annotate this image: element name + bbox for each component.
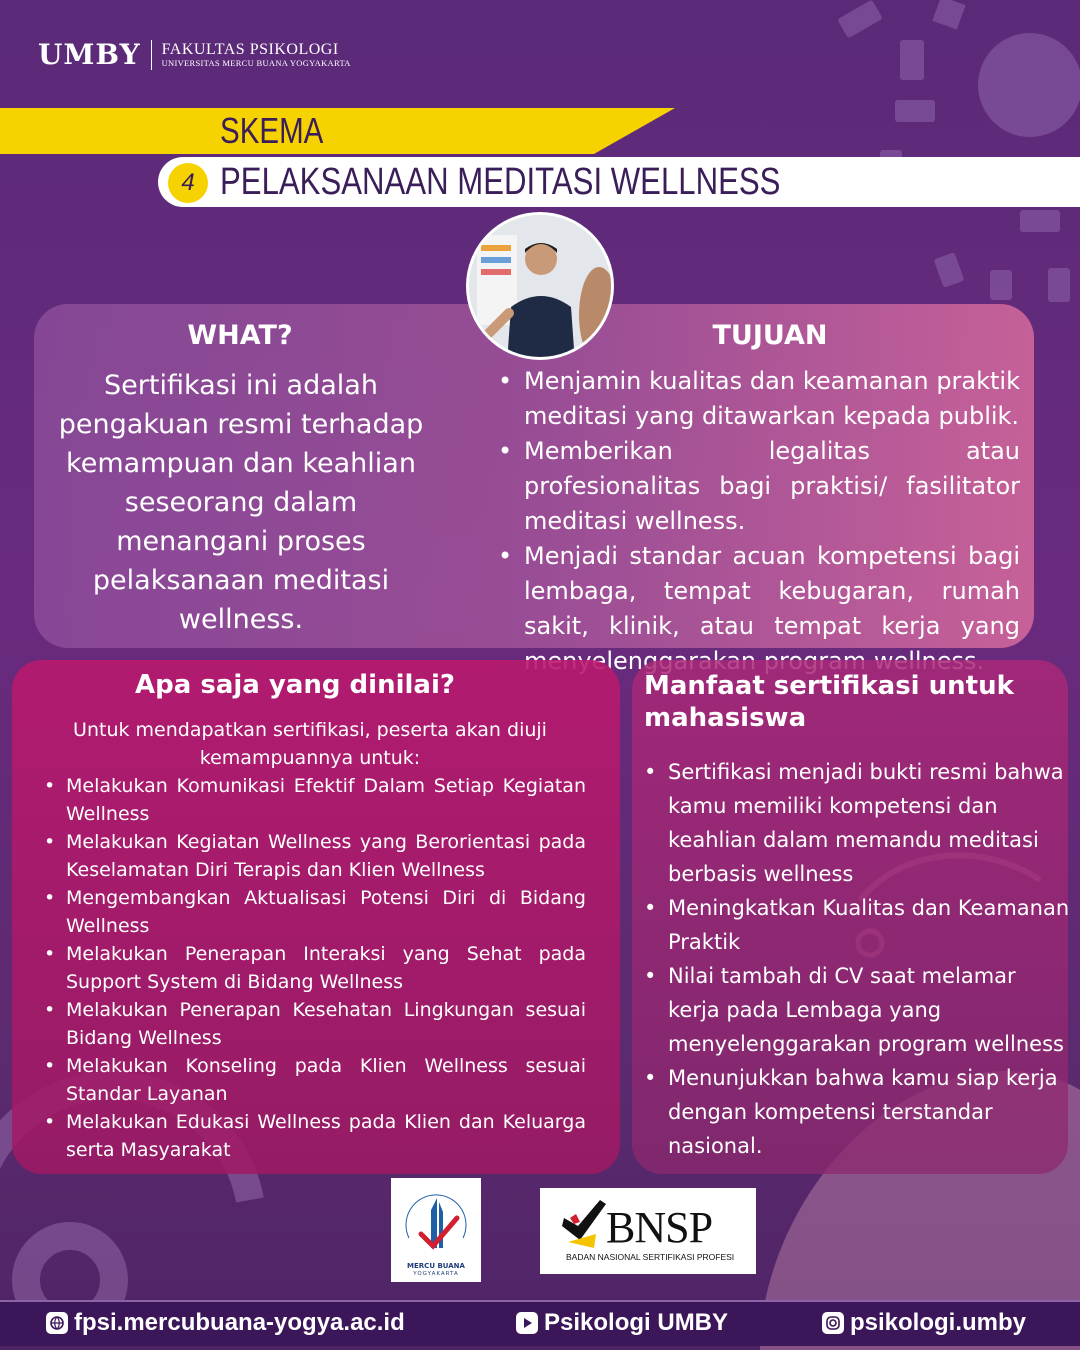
assessment-list bbox=[40, 772, 586, 1164]
bnsp-full-name: BADAN NASIONAL SERTIFIKASI PROFESI bbox=[566, 1252, 735, 1262]
list-item: • Melakukan Komunikasi Efektif Dalam Setiap Kegiatan Wellness bbox=[40, 772, 586, 828]
page-title: PELAKSANAAN MEDITASI WELLNESS bbox=[220, 161, 781, 203]
brand-logo-text: UMBY bbox=[38, 38, 141, 71]
globe-icon bbox=[46, 1312, 68, 1334]
list-item: • Menjadi standar acuan kompetensi bagi lembaga, tempat kebugaran, rumah sakit, klinik, atau tempat kerja yang menyelenggarakan bbox=[496, 539, 1020, 679]
list-item: • Melakukan Konseling pada Klien Wellness sesuai Standar Layanan bbox=[40, 1052, 586, 1108]
list-item: • Sertifikasi menjadi bukti resmi bahwa kamu memiliki kompetensi dan keahlian dalam memandu meditasi berbasis wellness bbox=[642, 755, 1072, 891]
brand-separator bbox=[151, 40, 152, 70]
what-heading: WHAT? bbox=[187, 320, 293, 351]
list-item: • Menunjukkan bahwa kamu siap kerja dengan kompetensi terstandar nasional. bbox=[642, 1061, 1072, 1163]
list-item: • Melakukan Penerapan Interaksi yang Sehat pada Support System di Bidang Wellness bbox=[40, 940, 586, 996]
footer-instagram[interactable] bbox=[822, 1306, 1026, 1340]
footer-youtube[interactable] bbox=[516, 1306, 728, 1340]
skema-banner bbox=[0, 108, 675, 154]
bnsp-logo bbox=[540, 1188, 756, 1274]
lsp-university-text: MERCU BUANA bbox=[407, 1262, 465, 1270]
skema-label: SKEMA bbox=[220, 110, 324, 151]
tujuan-heading: TUJUAN bbox=[712, 320, 828, 351]
list-item: • Melakukan Edukasi Wellness pada Klien dan Keluarga serta Masyarakat bbox=[40, 1108, 586, 1164]
instagram-icon bbox=[822, 1312, 844, 1334]
lsp-city-text: YOGYAKARTA bbox=[413, 1271, 459, 1277]
faculty-name: FAKULTAS PSIKOLOGI bbox=[161, 40, 339, 58]
tujuan-list bbox=[496, 364, 1020, 679]
brand-faculty-block bbox=[162, 42, 351, 68]
assessment-intro: Untuk mendapatkan sertifikasi, peserta akan diuji kemampuannya untuk: bbox=[73, 719, 547, 769]
list-item: • Melakukan Penerapan Kesehatan Lingkungan sesuai Bidang Wellness bbox=[40, 996, 586, 1052]
university-name: UNIVERSITAS MERCU BUANA YOGYAKARTA bbox=[161, 57, 351, 68]
youtube-link[interactable]: Psikologi UMBY bbox=[544, 1309, 729, 1336]
website-link[interactable]: fpsi.mercubuana-yogya.ac.id bbox=[74, 1309, 405, 1336]
brand-header bbox=[38, 38, 351, 71]
bnsp-name: BNSP bbox=[606, 1203, 713, 1252]
assessment-heading: Apa saja yang dinilai? bbox=[135, 670, 455, 700]
list-item: • Memberikan legalitas atau profesionalitas bagi praktisi/ fasilitator meditasi wellness. bbox=[496, 434, 1020, 539]
benefits-list bbox=[642, 755, 1072, 1163]
scheme-number-badge: 4 bbox=[168, 163, 208, 203]
list-item: • Melakukan Kegiatan Wellness yang Berorientasi pada Keselamatan Diri Terapis dan Klien Wellness bbox=[40, 828, 586, 884]
what-description: Sertifikasi ini adalah pengakuan resmi terhadap kemampuan dan keahlian seseorang dalam menangani proses pelaksanaan meditasi wellness. bbox=[58, 370, 424, 635]
list-item: • Meningkatkan Kualitas dan Keamanan Praktik bbox=[642, 891, 1072, 959]
list-item: • Menjamin kualitas dan keamanan praktik meditasi yang ditawarkan kepada publik. bbox=[496, 364, 1020, 434]
list-item: • Nilai tambah di CV saat melamar kerja pada Lembaga yang menyelenggarakan program wellness bbox=[642, 959, 1072, 1061]
footer-website[interactable] bbox=[46, 1306, 405, 1340]
benefits-heading: Manfaat sertifikasi untuk mahasiswa bbox=[644, 671, 1014, 733]
youtube-icon bbox=[516, 1312, 538, 1334]
list-item: • Mengembangkan Aktualisasi Potensi Diri di Bidang Wellness bbox=[40, 884, 586, 940]
lsp-logo bbox=[391, 1178, 481, 1282]
instagram-link[interactable]: psikologi.umby bbox=[850, 1309, 1027, 1336]
